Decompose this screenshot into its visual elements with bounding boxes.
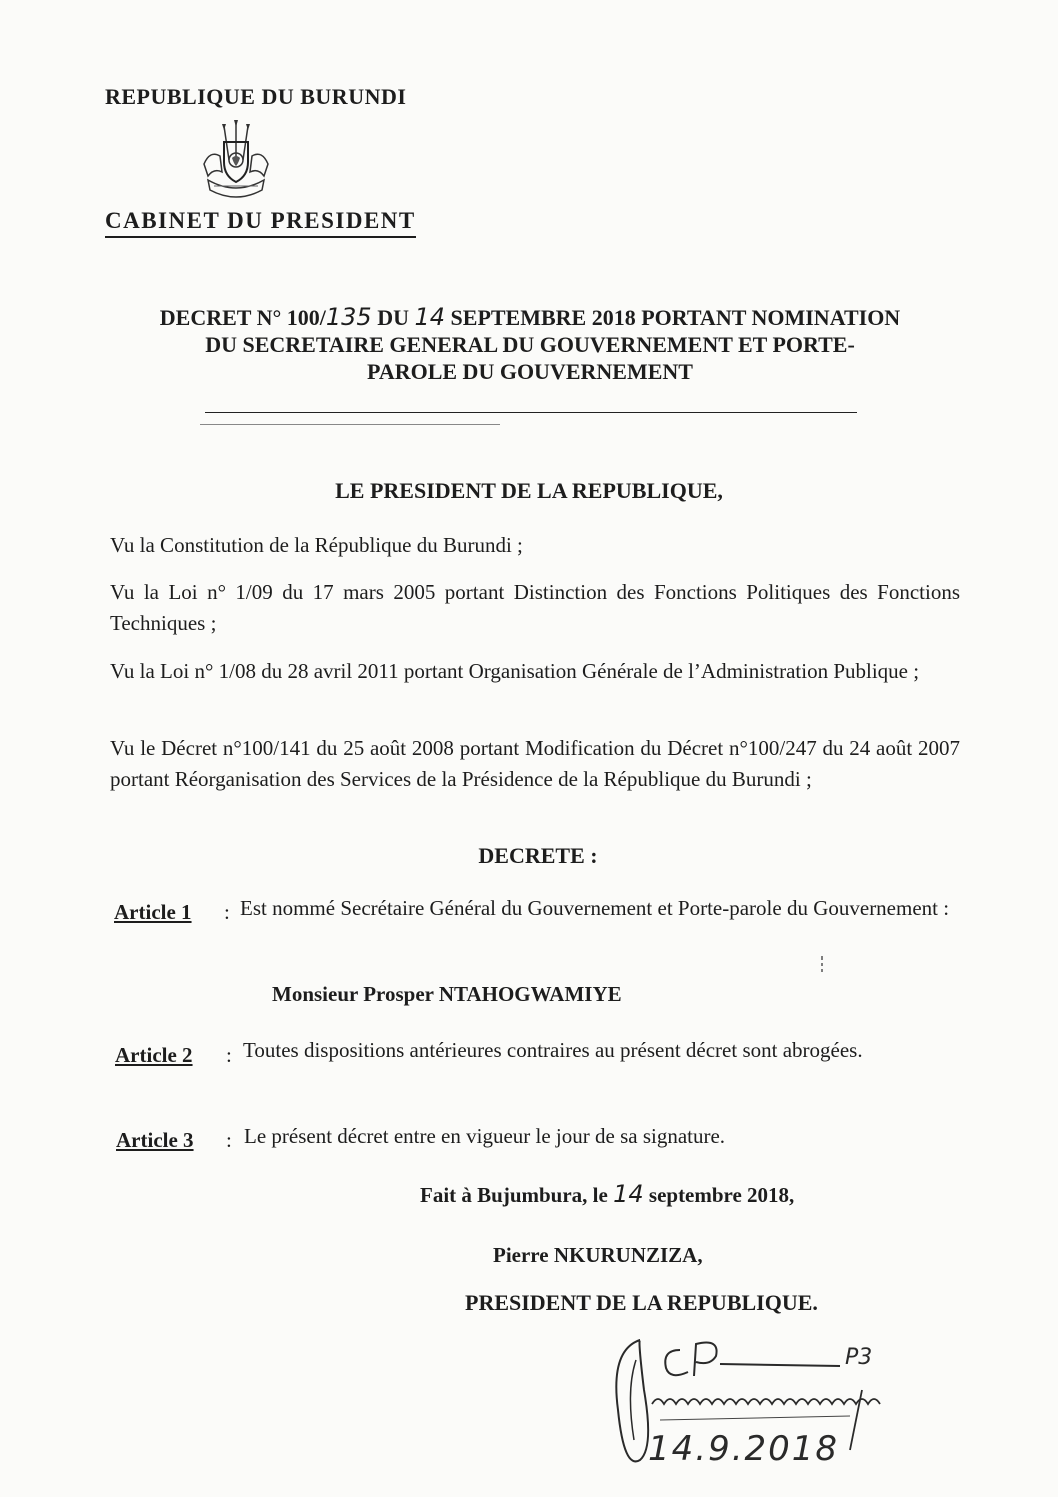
handwritten-signature-icon <box>600 1320 900 1490</box>
fait-suffix: septembre 2018, <box>643 1183 795 1207</box>
article-3-text: Le présent décret entre en vigueur le jour de sa signature. <box>244 1124 726 1148</box>
signature-date: 14.9.2018 <box>648 1429 840 1469</box>
stray-mark-icon <box>818 955 826 973</box>
place-and-date <box>420 1180 794 1208</box>
article-2-text: Toutes dispositions antérieures contraires au présent décret sont abrogées. <box>243 1038 863 1062</box>
signer-name: Pierre NKURUNZIZA, <box>493 1243 703 1267</box>
decree-title-line-1 <box>90 304 970 331</box>
decrete-heading: DECRETE : <box>478 843 598 868</box>
decree-number-prefix: DECRET N° 100/ <box>159 305 326 330</box>
title-divider <box>205 412 857 413</box>
decree-du: DU <box>371 305 415 330</box>
appointee-name: Monsieur Prosper NTAHOGWAMIYE <box>272 982 622 1006</box>
consideration-3: Vu la Loi n° 1/08 du 28 avril 2011 portant Organisation Générale de l’Administration Publique ; <box>110 659 920 683</box>
decree-title-line-3: PAROLE DU GOUVERNEMENT <box>367 359 693 384</box>
article-1-label: Article 1 <box>114 900 192 924</box>
decree-title-rest: SEPTEMBRE 2018 PORTANT NOMINATION <box>445 305 901 330</box>
article-1-text: Est nommé Secrétaire Général du Gouvernement et Porte-parole du Gouvernement : <box>240 896 950 920</box>
fait-prefix: Fait à Bujumbura, le <box>420 1183 614 1207</box>
consideration-1: Vu la Constitution de la République du Burundi ; <box>110 533 523 557</box>
president-heading: LE PRESIDENT DE LA REPUBLIQUE, <box>335 478 723 503</box>
coat-of-arms-seal-icon <box>196 120 276 200</box>
article-2-label: Article 2 <box>115 1043 193 1067</box>
republic-header: REPUBLIQUE DU BURUNDI <box>105 84 407 109</box>
signer-title: PRESIDENT DE LA REPUBLIQUE. <box>465 1290 818 1315</box>
decree-title <box>90 304 970 385</box>
article-3-colon: : <box>226 1128 232 1152</box>
decree-title-line-2: DU SECRETAIRE GENERAL DU GOUVERNEMENT ET PORTE- <box>205 332 855 357</box>
fait-day-handwritten: 14 <box>613 1180 644 1208</box>
consideration-2: Vu la Loi n° 1/09 du 17 mars 2005 portant Distinction des Fonctions Politiques des Fonctions Techniques ; <box>110 580 960 635</box>
decree-number-handwritten: 135 <box>325 303 372 331</box>
signature-initials: P3 <box>845 1345 873 1370</box>
consideration-4: Vu le Décret n°100/141 du 25 août 2008 portant Modification du Décret n°100/247 du 24 août 2007 portant Réorganisation des Services de la Présidence de la République du Burundi ; <box>110 736 960 791</box>
decree-day-handwritten: 14 <box>414 303 446 331</box>
article-2-colon: : <box>226 1043 232 1067</box>
cabinet-header: CABINET DU PRESIDENT <box>105 208 416 238</box>
article-3-label: Article 3 <box>116 1128 194 1152</box>
title-divider-faint <box>200 424 500 425</box>
article-1-colon: : <box>224 900 230 924</box>
